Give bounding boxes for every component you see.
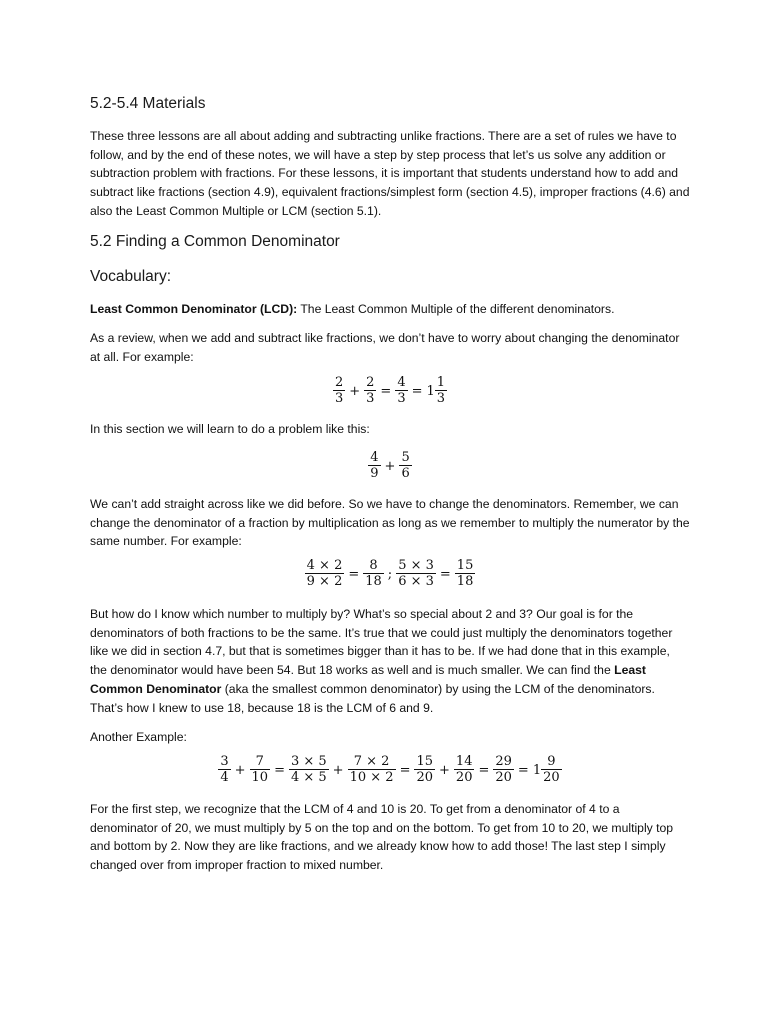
another-example-label: Another Example: [90, 730, 187, 744]
review-paragraph: As a review, when we add and subtract like fractions, we don’t have to worry about changing the denominator at all. For example: [90, 331, 680, 364]
mixed-number: 1 $\frac{1}{3}$ [426, 375, 446, 406]
fraction: $\frac{5}{6}$ [401, 450, 410, 481]
fraction: $\frac{14}{20}$ [455, 754, 473, 785]
equation-like-fractions: $\frac{2}{3}$ + $\frac{2}{3}$ = $\frac{4}{3}$ = 1 $\frac{1}{3}$ [334, 375, 446, 406]
fraction: $\frac{4}{3}$ [397, 375, 406, 406]
mixed-number: 1 $\frac{9}{20}$ [532, 754, 560, 785]
equation-multiply-example: $\frac{4 \times 2}{9 \times 2}$ = $\frac{8}{18}$ ; $\frac{5 \times 3}{6 \times 3}$ = $\frac{15}{18}$ [306, 558, 474, 589]
equation-another-example: $\frac{3}{4}$ + $\frac{7}{10}$ = $\frac{3 \times 5}{4 \times 5}$ + $\frac{7 \times 2}{10 \times 2}$ = $\frac{15}{20}$ + $\frac{14}{20}$ = $\frac{29}{20}$ = 1 $\frac{9}{20}$ [220, 754, 560, 785]
fraction: $\frac{4 \times 2}{9 \times 2}$ [306, 558, 343, 589]
section-heading: 5.2 Finding a Common Denominator [90, 233, 340, 250]
lcd-term: Least Common Denominator (LCD): [90, 302, 298, 316]
intro-paragraph: These three lessons are all about adding and subtracting unlike fractions. There are a set of rules we have to follow, and by the end of these notes, we will have a step by step process that let’s us solve any addition or subtraction problem with fractions. For these lessons, it is important that students understand how to add and subtract like fractions (section 4.9), equivalent fractions/simplest form (section 4.5), improper fractions (4.6) and also the Least Common Multiple or LCM (section 5.1). [90, 129, 690, 218]
fraction: $\frac{8}{18}$ [365, 558, 382, 589]
how-know-paragraph [90, 605, 690, 717]
fraction: $\frac{4}{9}$ [370, 450, 379, 481]
fraction: $\frac{3 \times 5}{4 \times 5}$ [290, 754, 327, 785]
this-section-paragraph: In this section we will learn to do a problem like this: [90, 422, 370, 436]
how-know-text-2: (aka the smallest common denominator) by using the LCM of the denominators. That’s how I knew to use 18, because 18 is the LCM of 6 and 9. [90, 681, 655, 715]
how-know-bold: Least Common Denominator [90, 663, 646, 696]
fraction: $\frac{2}{3}$ [334, 375, 344, 406]
equation-unlike-fractions: $\frac{4}{9}$ + $\frac{5}{6}$ [370, 450, 410, 481]
fraction: $\frac{2}{3}$ [366, 375, 375, 406]
fraction: $\frac{7 \times 2}{10 \times 2}$ [349, 754, 394, 785]
lcd-definition [90, 300, 690, 319]
vocabulary-heading: Vocabulary: [90, 268, 171, 285]
how-know-text-1: But how do I know which number to multiply by? What’s so special about 2 and 3? Our goal is for the denominators of both fractions to be the same. It’s true that we could just multiply the denominators together like we did in section 4.7, but that is sometimes bigger than it has to be. If we had done that in this example, the denominator would have been 54. But 18 works as well and is much smaller. We can find the [90, 607, 673, 678]
fraction: $\frac{3}{4}$ [220, 754, 229, 785]
fraction: $\frac{5 \times 3}{6 \times 3}$ [398, 558, 434, 589]
page-title: 5.2-5.4 Materials [90, 95, 206, 112]
fraction: $\frac{29}{20}$ [495, 754, 512, 785]
cant-add-paragraph: We can’t add straight across like we did before. So we have to change the denominators. Remember, we can change the denominator of a fraction by multiplication as long as we remember to multiply the numerator by the same number. For example: [90, 497, 690, 549]
lcd-definition-text: The Least Common Multiple of the different denominators. [297, 302, 615, 316]
fraction: $\frac{7}{10}$ [251, 754, 269, 785]
fraction: $\frac{15}{18}$ [456, 558, 474, 589]
fraction: $\frac{15}{20}$ [416, 754, 434, 785]
first-step-paragraph: For the first step, we recognize that the LCM of 4 and 10 is 20. To get from a denominator of 4 to a denominator of 20, we must multiply by 5 on the top and on the bottom. To get from 10 to 20, we multiply top and bottom by 2. Now they are like fractions, and we already know how to add those! The last step I simply changed over from improper fraction to mixed number. [90, 802, 674, 873]
